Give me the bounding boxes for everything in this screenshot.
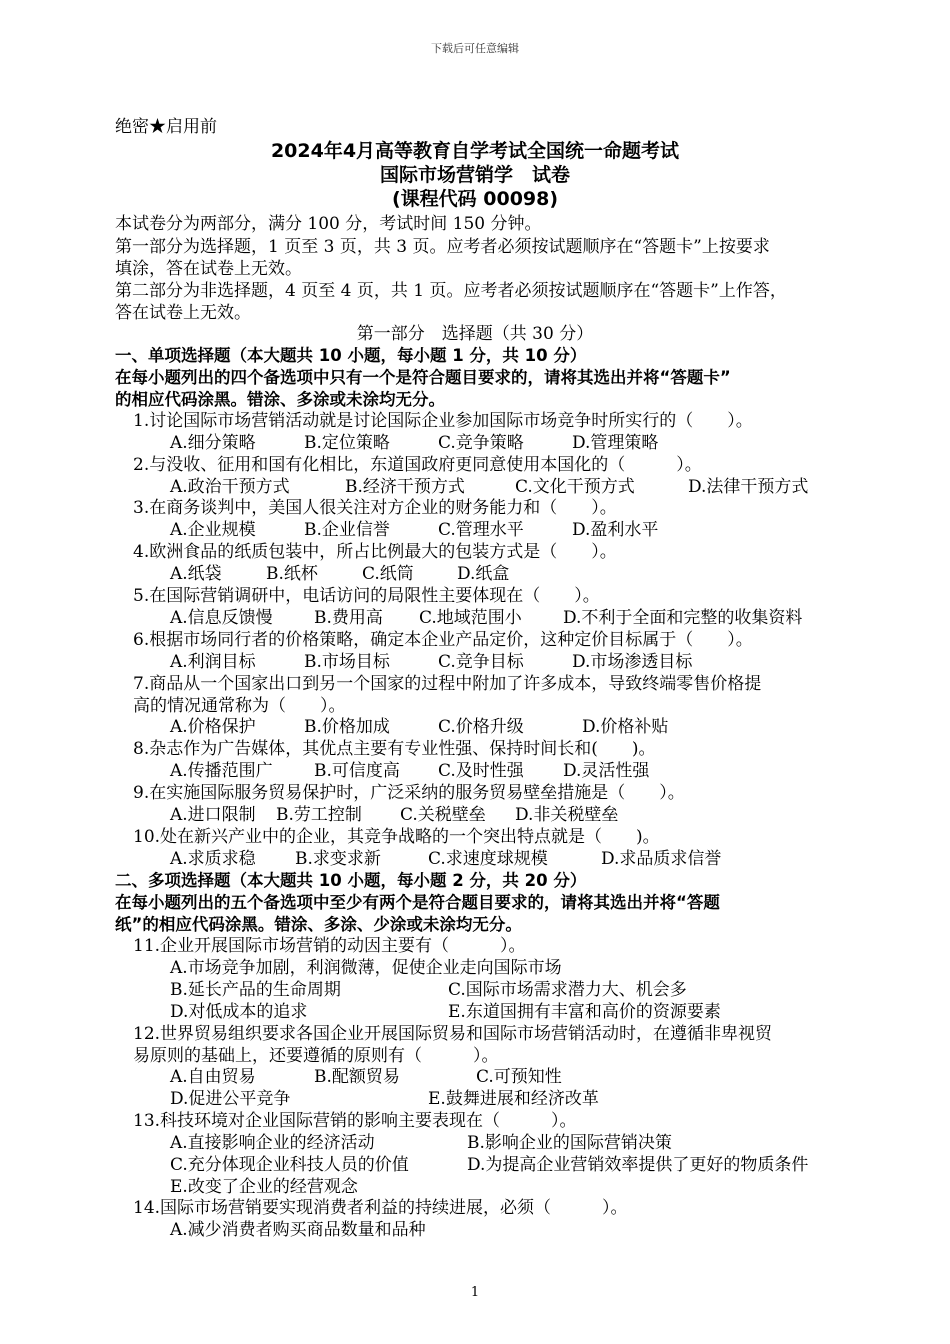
option-c: C.纸筒 bbox=[362, 564, 414, 584]
option-a: A.市场竞争加剧，利润微薄，促使企业走向国际市场 bbox=[170, 958, 562, 978]
intro-line: 本试卷分为两部分，满分 100 分，考试时间 150 分钟。 bbox=[115, 214, 542, 234]
section1-instructions: 的相应代码涂黑。错涂、多涂或未涂均无分。 bbox=[115, 390, 445, 409]
option-a: A.直接影响企业的经济活动 bbox=[170, 1133, 375, 1153]
option-d: D.求品质求信誉 bbox=[601, 849, 722, 869]
option-d: D.市场渗透目标 bbox=[572, 652, 693, 672]
option-d: D.对低成本的追求 bbox=[170, 1002, 308, 1022]
question-stem: 10.处在新兴产业中的企业，其竞争战略的一个突出特点就是（ )。 bbox=[133, 827, 660, 847]
question-stem: 4.欧洲食品的纸质包装中，所占比例最大的包装方式是（ ）。 bbox=[133, 542, 617, 562]
option-a: A.进口限制 bbox=[170, 805, 256, 825]
option-b: B.配额贸易 bbox=[314, 1067, 400, 1087]
option-d: D.为提高企业营销效率提供了更好的物质条件 bbox=[467, 1155, 809, 1175]
option-d: D.促进公平竞争 bbox=[170, 1089, 291, 1109]
option-c: C.地域范围小 bbox=[419, 608, 522, 628]
course-code: (课程代码 00098) bbox=[391, 188, 559, 210]
option-b: B.劳工控制 bbox=[276, 805, 362, 825]
question-stem: 13.科技环境对企业国际营销的影响主要表现在（ ）。 bbox=[133, 1111, 577, 1131]
option-b: B.经济干预方式 bbox=[345, 477, 465, 497]
option-a: A.信息反馈慢 bbox=[170, 608, 273, 628]
question-stem: 11.企业开展国际市场营销的动因主要有（ ）。 bbox=[133, 936, 526, 956]
option-c: C.充分体现企业科技人员的价值 bbox=[170, 1155, 409, 1175]
exam-title: 2024年4月高等教育自学考试全国统一命题考试 bbox=[270, 140, 680, 162]
page-number: 1 bbox=[470, 1285, 480, 1300]
intro-line: 填涂，答在试卷上无效。 bbox=[115, 259, 302, 279]
option-c: C.文化干预方式 bbox=[515, 477, 635, 497]
section1-heading: 一、单项选择题（本大题共 10 小题，每小题 1 分，共 10 分） bbox=[115, 346, 587, 365]
option-a: A.利润目标 bbox=[170, 652, 256, 672]
option-c: C.国际市场需求潜力大、机会多 bbox=[448, 980, 687, 1000]
confidential-mark: 绝密★启用前 bbox=[115, 117, 217, 137]
question-stem: 14.国际市场营销要实现消费者利益的持续进展，必须（ ）。 bbox=[133, 1198, 628, 1218]
section2-instructions: 纸”的相应代码涂黑。错涂、多涂、少涂或未涂均无分。 bbox=[115, 915, 522, 934]
option-d: D.非关税壁垒 bbox=[515, 805, 619, 825]
option-c: C.求速度球规模 bbox=[428, 849, 548, 869]
option-c: C.关税壁垒 bbox=[400, 805, 486, 825]
question-stem: 7.商品从一个国家出口到另一个国家的过程中附加了许多成本，导致终端零售价格提 bbox=[133, 674, 762, 694]
option-e: E.东道国拥有丰富和高价的资源要素 bbox=[448, 1002, 721, 1022]
option-a: A.减少消费者购买商品数量和品种 bbox=[170, 1220, 426, 1240]
question-stem: 9.在实施国际服务贸易保护时，广泛采纳的服务贸易壁垒措施是（ ）。 bbox=[133, 783, 685, 803]
option-a: A.纸袋 bbox=[170, 564, 222, 584]
option-b: B.可信度高 bbox=[314, 761, 400, 781]
option-a: A.传播范围广 bbox=[170, 761, 273, 781]
option-d: D.不利于全面和完整的收集资料 bbox=[563, 608, 803, 628]
option-d: D.纸盒 bbox=[457, 564, 510, 584]
option-c: C.竞争策略 bbox=[438, 433, 524, 453]
option-d: D.法律干预方式 bbox=[688, 477, 809, 497]
question-stem: 8.杂志作为广告媒体，其优点主要有专业性强、保持时间长和( )。 bbox=[133, 739, 656, 759]
course-title: 国际市场营销学 试卷 bbox=[379, 164, 570, 186]
option-d: D.价格补贴 bbox=[582, 717, 669, 737]
section2-heading: 二、多项选择题（本大题共 10 小题，每小题 2 分，共 20 分） bbox=[115, 871, 587, 890]
option-e: E.鼓舞进展和经济改革 bbox=[428, 1089, 599, 1109]
option-b: B.影响企业的国际营销决策 bbox=[467, 1133, 672, 1153]
question-stem: 易原则的基础上，还要遵循的原则有（ ）。 bbox=[133, 1046, 499, 1066]
option-a: A.细分策略 bbox=[170, 433, 256, 453]
page-header: 下载后可任意编辑 bbox=[431, 42, 519, 55]
option-d: D.盈利水平 bbox=[572, 520, 659, 540]
option-d: D.灵活性强 bbox=[563, 761, 650, 781]
question-stem: 高的情况通常称为（ ）。 bbox=[133, 696, 346, 716]
intro-line: 第一部分为选择题，1 页至 3 页，共 3 页。应考者必须按试题顺序在“答题卡”上按要求 bbox=[115, 237, 770, 257]
option-b: B.市场目标 bbox=[304, 652, 390, 672]
option-e: E.改变了企业的经营观念 bbox=[170, 1177, 358, 1197]
intro-line: 答在试卷上无效。 bbox=[115, 303, 251, 323]
question-stem: 5.在国际营销调研中，电话访问的局限性主要体现在（ ）。 bbox=[133, 586, 600, 606]
option-a: A.企业规模 bbox=[170, 520, 256, 540]
section2-instructions: 在每小题列出的五个备选项中至少有两个是符合题目要求的，请将其选出并将“答题 bbox=[115, 893, 720, 912]
option-c: C.可预知性 bbox=[476, 1067, 562, 1087]
option-b: B.延长产品的生命周期 bbox=[170, 980, 341, 1000]
option-c: C.价格升级 bbox=[438, 717, 524, 737]
option-b: B.费用高 bbox=[314, 608, 383, 628]
option-a: A.自由贸易 bbox=[170, 1067, 256, 1087]
question-stem: 12.世界贸易组织要求各国企业开展国际贸易和国际市场营销活动时，在遵循非卑视贸 bbox=[133, 1024, 773, 1044]
question-stem: 6.根据市场同行者的价格策略，确定本企业产品定价，这种定价目标属于（ ）。 bbox=[133, 630, 753, 650]
part1-title: 第一部分 选择题（共 30 分） bbox=[356, 324, 594, 344]
intro-line: 第二部分为非选择题，4 页至 4 页，共 1 页。应考者必须按试题顺序在“答题卡”上作答， bbox=[115, 281, 787, 301]
section1-instructions: 在每小题列出的四个备选项中只有一个是符合题目要求的，请将其选出并将“答题卡” bbox=[115, 368, 731, 387]
question-stem: 1.讨论国际市场营销活动就是讨论国际企业参加国际市场竞争时所实行的（ ）。 bbox=[133, 411, 753, 431]
option-c: C.管理水平 bbox=[438, 520, 524, 540]
option-b: B.纸杯 bbox=[266, 564, 318, 584]
option-b: B.价格加成 bbox=[304, 717, 390, 737]
option-b: B.求变求新 bbox=[295, 849, 381, 869]
question-stem: 3.在商务谈判中，美国人很关注对方企业的财务能力和（ ）。 bbox=[133, 498, 617, 518]
option-a: A.政治干预方式 bbox=[170, 477, 290, 497]
option-c: C.及时性强 bbox=[438, 761, 524, 781]
option-a: A.价格保护 bbox=[170, 717, 256, 737]
option-b: B.定位策略 bbox=[304, 433, 390, 453]
option-d: D.管理策略 bbox=[572, 433, 659, 453]
option-a: A.求质求稳 bbox=[170, 849, 256, 869]
option-b: B.企业信誉 bbox=[304, 520, 390, 540]
option-c: C.竞争目标 bbox=[438, 652, 524, 672]
question-stem: 2.与没收、征用和国有化相比，东道国政府更同意使用本国化的（ ）。 bbox=[133, 455, 702, 475]
